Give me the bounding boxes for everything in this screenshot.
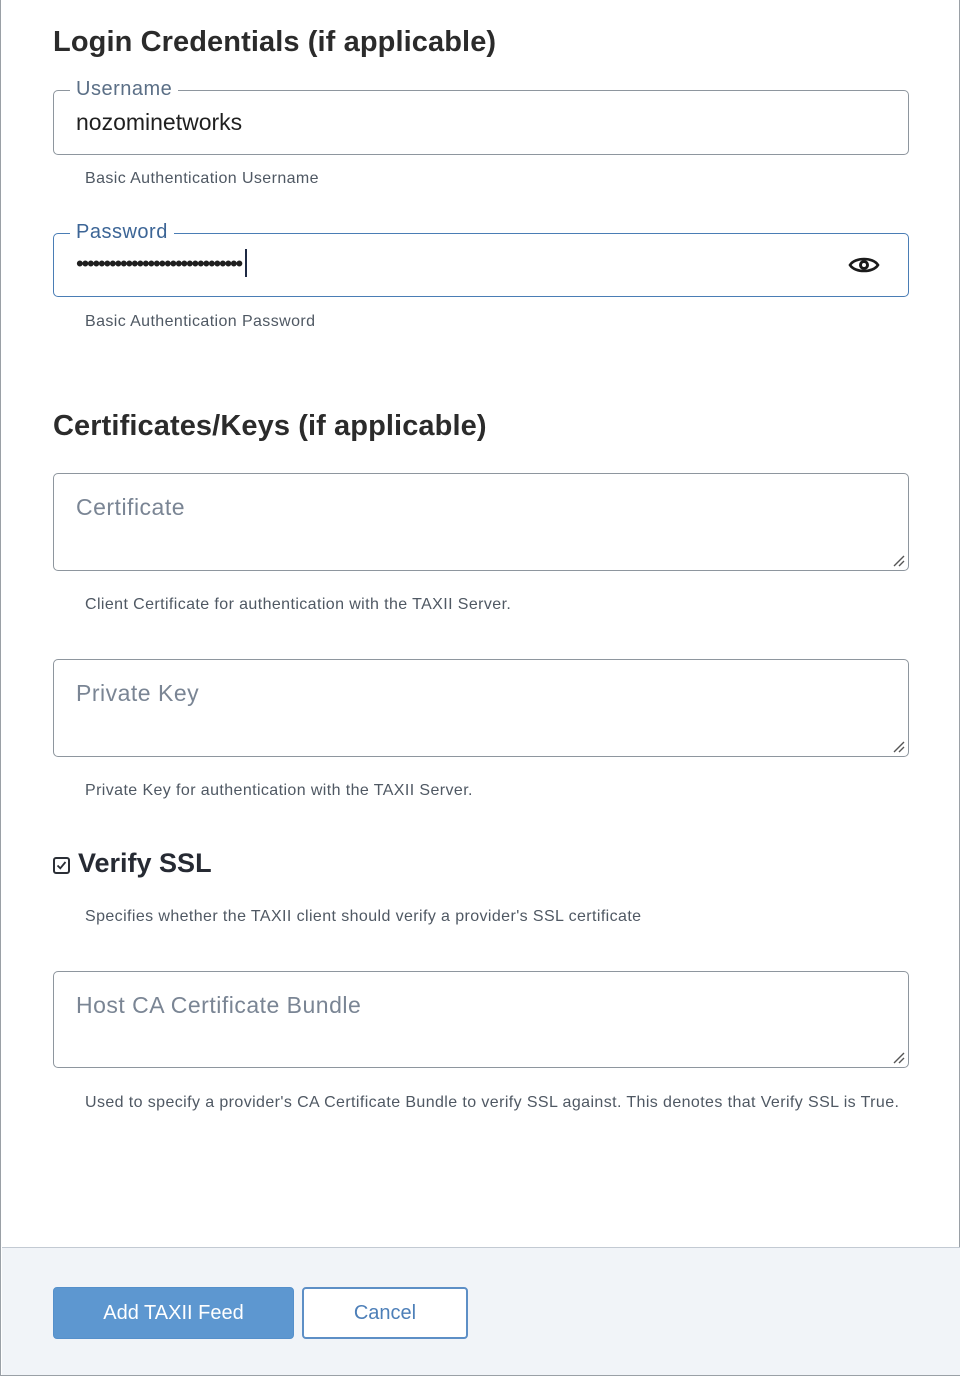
password-field[interactable]	[53, 221, 909, 297]
ca-bundle-textarea[interactable]	[53, 971, 909, 1068]
resize-handle-icon[interactable]	[890, 552, 906, 568]
username-field[interactable]	[53, 78, 909, 155]
password-value[interactable]: ••••••••••••••••••••••••••••••	[76, 252, 247, 277]
ca-bundle-helper: Used to specify a provider's CA Certificate Bundle to verify SSL against. This denotes that Verify SSL is True.	[85, 1094, 900, 1111]
resize-handle-icon[interactable]	[890, 1049, 906, 1065]
password-label: Password	[70, 221, 174, 244]
username-helper: Basic Authentication Username	[85, 170, 319, 187]
password-helper: Basic Authentication Password	[85, 313, 316, 330]
username-label: Username	[70, 78, 178, 101]
private-key-helper: Private Key for authentication with the TAXII Server.	[85, 782, 473, 799]
private-key-placeholder: Private Key	[76, 680, 200, 706]
check-icon	[56, 860, 67, 871]
login-section-title: Login Credentials (if applicable)	[53, 26, 497, 58]
verify-ssl-checkbox[interactable]	[53, 857, 70, 874]
certificate-placeholder: Certificate	[76, 494, 186, 520]
resize-handle-icon[interactable]	[890, 738, 906, 754]
certificate-helper: Client Certificate for authentication with the TAXII Server.	[85, 596, 512, 613]
add-taxii-feed-button[interactable]: Add TAXII Feed	[53, 1287, 294, 1339]
certs-section-title: Certificates/Keys (if applicable)	[53, 410, 487, 442]
ca-bundle-placeholder: Host CA Certificate Bundle	[76, 992, 362, 1018]
certificate-textarea[interactable]	[53, 473, 909, 571]
text-caret	[245, 249, 247, 277]
eye-icon[interactable]	[848, 253, 880, 277]
username-value[interactable]: nozominetworks	[76, 109, 243, 135]
private-key-textarea[interactable]	[53, 659, 909, 757]
verify-ssl-helper: Specifies whether the TAXII client should verify a provider's SSL certificate	[85, 908, 642, 925]
cancel-button[interactable]: Cancel	[302, 1287, 468, 1339]
dialog-footer	[2, 1247, 960, 1375]
verify-ssl-label[interactable]: Verify SSL	[78, 848, 212, 878]
